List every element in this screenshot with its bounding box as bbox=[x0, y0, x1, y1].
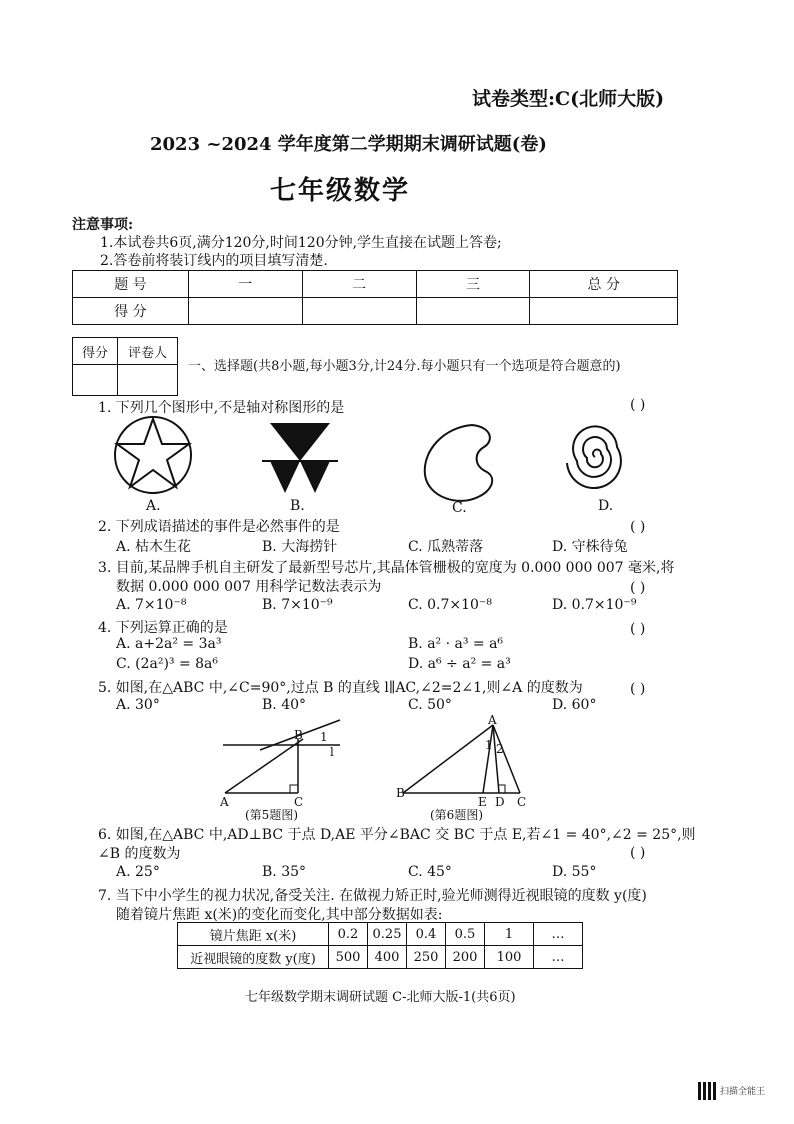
q4-option-c: C. (2a²)³ = 8a⁶ bbox=[116, 656, 219, 672]
q6-option-c: C. 45° bbox=[408, 864, 452, 880]
q7-table-cell: 250 bbox=[407, 946, 446, 969]
q5-stem: 5. 如图,在△ABC 中,∠C=90°,过点 B 的直线 l∥AC,∠2=2∠1,则∠A 的度数为 bbox=[98, 680, 583, 696]
q7-table-cell: 500 bbox=[329, 946, 368, 969]
notes-item-1: 1.本试卷共6页,满分120分,时间120分钟,学生直接在试题上答卷; bbox=[100, 235, 502, 251]
q7-table-cell: … bbox=[534, 923, 583, 946]
q1-label-d: D. bbox=[598, 498, 614, 514]
page-footer: 七年级数学期末调研试题 C-北师大版-1(共6页) bbox=[245, 990, 516, 1005]
fig6-label-c: C bbox=[517, 795, 527, 809]
q7-table-cell: 100 bbox=[485, 946, 534, 969]
score-header-cell: 一 bbox=[188, 271, 302, 298]
notes-item-2: 2.答卷前将装订线内的项目填写清楚. bbox=[100, 253, 328, 269]
exam-title: 2023 ~2024 学年度第二学期期末调研试题(卷) bbox=[150, 134, 547, 155]
q2-option-b: B. 大海捞针 bbox=[262, 539, 338, 555]
q6-option-b: B. 35° bbox=[262, 864, 307, 880]
fig6-label-d: D bbox=[495, 795, 505, 809]
q7-table-cell: … bbox=[534, 946, 583, 969]
fig5-label-a: A bbox=[220, 795, 229, 809]
answer-paren[interactable]: ( ) bbox=[630, 621, 646, 637]
fig6-label-e: E bbox=[478, 795, 487, 809]
score-header-cell: 二 bbox=[302, 271, 416, 298]
q7-table-header: 镜片焦距 x(米) bbox=[178, 923, 329, 946]
figure-6 bbox=[395, 715, 540, 805]
q6-stem-1: 6. 如图,在△ABC 中,AD⊥BC 于点 D,AE 平分∠BAC 交 BC 于点 E,若∠1 = 40°,∠2 = 25°,则 bbox=[98, 827, 696, 843]
q3-option-b: B. 7×10⁻⁹ bbox=[262, 597, 333, 613]
q5-option-d: D. 60° bbox=[552, 697, 597, 713]
fig6-label-a: A bbox=[488, 713, 497, 727]
figure-c-heart-shape bbox=[425, 425, 492, 501]
q1-label-a: A. bbox=[146, 498, 161, 514]
score-header-cell: 总 分 bbox=[530, 271, 678, 298]
figure-5 bbox=[215, 715, 355, 805]
answer-paren[interactable]: ( ) bbox=[630, 580, 646, 596]
paper-type: 试卷类型:C(北师大版) bbox=[472, 88, 665, 110]
q4-option-a: A. a+2a² = 3a³ bbox=[116, 636, 222, 652]
score-cell[interactable] bbox=[416, 298, 530, 325]
grader-reviewer-cell[interactable] bbox=[118, 365, 178, 396]
q2-option-c: C. 瓜熟蒂落 bbox=[408, 539, 484, 555]
score-header-cell: 题 号 bbox=[73, 271, 189, 298]
notes-title: 注意事项: bbox=[72, 217, 134, 233]
q7-table-cell: 0.25 bbox=[368, 923, 407, 946]
grader-header-score: 得分 bbox=[73, 338, 118, 365]
score-row-label: 得 分 bbox=[73, 298, 189, 325]
grader-score-cell[interactable] bbox=[73, 365, 118, 396]
figure-a-star-in-circle bbox=[115, 417, 191, 493]
q7-stem-1: 7. 当下中小学生的视力状况,备受关注. 在做视力矫正时,验光师测得近视眼镜的度数 y(度) bbox=[98, 888, 647, 904]
q3-stem-2: 数据 0.000 000 007 用科学记数法表示为 bbox=[116, 579, 382, 595]
fig5-label-1: 1 bbox=[320, 730, 328, 744]
q2-option-d: D. 守株待兔 bbox=[552, 539, 628, 555]
q4-stem: 4. 下列运算正确的是 bbox=[98, 620, 228, 636]
q2-stem: 2. 下列成语描述的事件是必然事件的是 bbox=[98, 519, 340, 535]
fig5-label-c: C bbox=[294, 795, 304, 809]
q4-option-b: B. a² · a³ = a⁶ bbox=[408, 636, 504, 652]
q6-stem-2: ∠B 的度数为 bbox=[98, 846, 181, 862]
q5-option-c: C. 50° bbox=[408, 697, 452, 713]
fig6-label-b: B bbox=[396, 786, 405, 800]
q3-option-a: A. 7×10⁻⁸ bbox=[116, 597, 187, 613]
answer-paren[interactable]: ( ) bbox=[630, 681, 646, 697]
score-cell[interactable] bbox=[188, 298, 302, 325]
q7-table-cell: 0.2 bbox=[329, 923, 368, 946]
q3-option-c: C. 0.7×10⁻⁸ bbox=[408, 597, 492, 613]
fig5-label-b: B bbox=[294, 728, 303, 742]
q2-option-a: A. 枯木生花 bbox=[116, 539, 192, 555]
q3-option-d: D. 0.7×10⁻⁹ bbox=[552, 597, 637, 613]
q1-label-b: B. bbox=[290, 498, 305, 514]
q7-stem-2: 随着镜片焦距 x(米)的变化而变化,其中部分数据如表: bbox=[116, 907, 443, 923]
fig6-caption: (第6题图) bbox=[430, 808, 483, 822]
fig5-caption: (第5题图) bbox=[245, 808, 298, 822]
answer-paren[interactable]: ( ) bbox=[630, 397, 646, 413]
q6-option-a: A. 25° bbox=[116, 864, 160, 880]
score-table bbox=[72, 270, 678, 325]
figure-d-spiral bbox=[567, 426, 621, 488]
score-cell[interactable] bbox=[530, 298, 678, 325]
q1-stem: 1. 下列几个图形中,不是轴对称图形的是 bbox=[98, 400, 345, 416]
q7-table-cell: 0.5 bbox=[446, 923, 485, 946]
fig6-label-1: 1 bbox=[485, 738, 493, 752]
q7-table-cell: 1 bbox=[485, 923, 534, 946]
answer-paren[interactable]: ( ) bbox=[630, 519, 646, 535]
subject-title: 七年级数学 bbox=[270, 176, 411, 206]
q7-data-table bbox=[177, 922, 583, 969]
watermark-text: 扫描全能王 bbox=[720, 1087, 766, 1097]
q4-option-d: D. a⁶ ÷ a² = a³ bbox=[408, 656, 511, 672]
figure-b-three-triangles bbox=[262, 423, 338, 493]
answer-paren[interactable]: ( ) bbox=[630, 845, 646, 861]
qr-code-icon bbox=[698, 1082, 716, 1100]
grader-box bbox=[72, 337, 178, 396]
score-cell[interactable] bbox=[302, 298, 416, 325]
q7-table-cell: 400 bbox=[368, 946, 407, 969]
score-header-cell: 三 bbox=[416, 271, 530, 298]
q5-option-a: A. 30° bbox=[116, 697, 160, 713]
q7-table-header: 近视眼镜的度数 y(度) bbox=[178, 946, 329, 969]
section1-heading: 一、选择题(共8小题,每小题3分,计24分.每小题只有一个选项是符合题意的) bbox=[188, 359, 621, 374]
q7-table-cell: 0.4 bbox=[407, 923, 446, 946]
q5-option-b: B. 40° bbox=[262, 697, 307, 713]
grader-header-reviewer: 评卷人 bbox=[118, 338, 178, 365]
fig6-label-2: 2 bbox=[496, 742, 504, 756]
q1-figures bbox=[100, 415, 700, 505]
fig5-label-l: l bbox=[330, 745, 334, 759]
q7-table-cell: 200 bbox=[446, 946, 485, 969]
q1-label-c: C. bbox=[452, 500, 467, 516]
q6-option-d: D. 55° bbox=[552, 864, 597, 880]
q3-stem-1: 3. 目前,某品牌手机自主研发了最新型号芯片,其晶体管栅极的宽度为 0.000 000 007 毫米,将 bbox=[98, 560, 675, 576]
